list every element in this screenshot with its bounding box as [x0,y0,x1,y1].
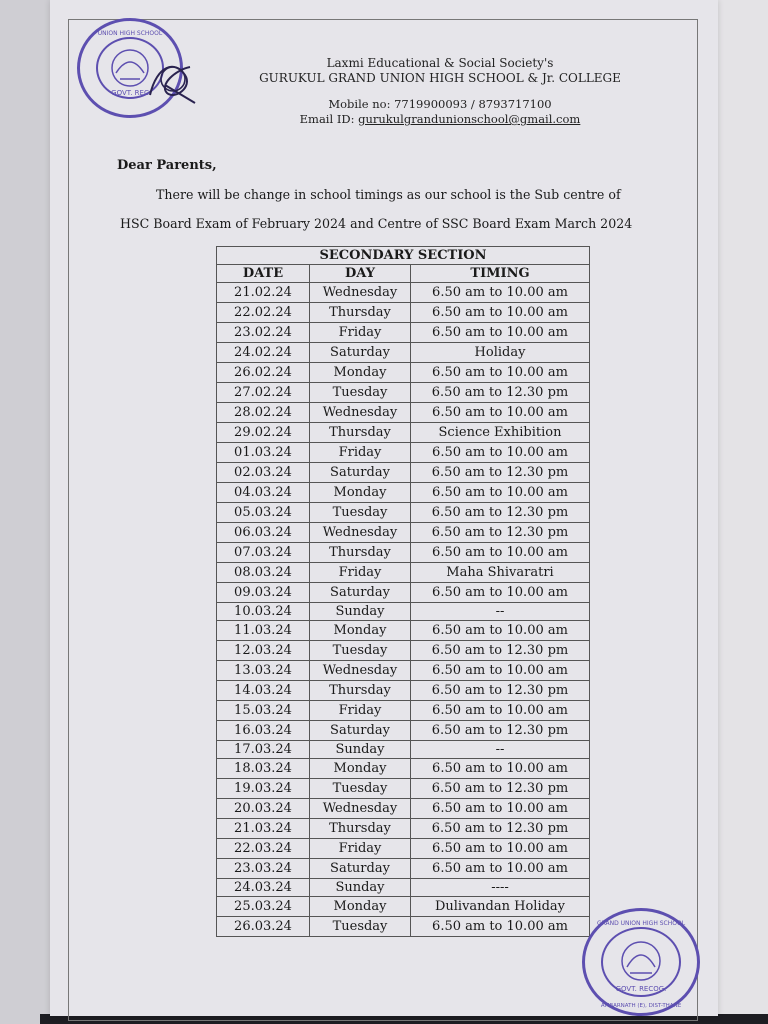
timing-cell: 6.50 am to 12.30 pm [411,503,590,523]
date-cell: 14.03.24 [217,681,310,701]
timing-cell: Maha Shivaratri [411,563,590,583]
notice-line-2: HSC Board Exam of February 2024 and Centre of SSC Board Exam March 2024 [120,216,633,231]
day-cell: Thursday [310,819,411,839]
day-cell: Friday [310,563,411,583]
table-row [217,463,590,483]
day-cell: Wednesday [310,661,411,681]
column-header-date: DATE [217,265,310,283]
timing-cell: ---- [411,879,590,897]
date-cell: 04.03.24 [217,483,310,503]
timing-cell: 6.50 am to 10.00 am [411,759,590,779]
table-row [217,323,590,343]
day-cell: Saturday [310,463,411,483]
date-cell: 10.03.24 [217,603,310,621]
day-cell: Friday [310,701,411,721]
day-cell: Saturday [310,859,411,879]
svg-text:GOVT. REC: GOVT. REC [111,89,149,97]
email-line [200,112,680,126]
timing-cell: 6.50 am to 10.00 am [411,583,590,603]
date-cell: 16.03.24 [217,721,310,741]
table-row [217,917,590,937]
table-row [217,423,590,443]
timing-cell: 6.50 am to 12.30 pm [411,779,590,799]
timing-cell: 6.50 am to 12.30 pm [411,383,590,403]
timing-cell: 6.50 am to 10.00 am [411,443,590,463]
day-cell: Tuesday [310,641,411,661]
table-row [217,701,590,721]
timing-cell: Holiday [411,343,590,363]
day-cell: Monday [310,897,411,917]
seal-emblem-icon [585,911,697,1013]
date-cell: 21.03.24 [217,819,310,839]
timing-cell: 6.50 am to 12.30 pm [411,641,590,661]
date-cell: 20.03.24 [217,799,310,819]
day-cell: Tuesday [310,917,411,937]
table-row [217,603,590,621]
table-row [217,621,590,641]
table-row [217,839,590,859]
day-cell: Saturday [310,721,411,741]
column-header-day: DAY [310,265,411,283]
table-row [217,403,590,423]
date-cell: 24.03.24 [217,879,310,897]
table-row [217,523,590,543]
schedule-table [216,246,590,937]
letter-page [50,0,718,1016]
greeting: Dear Parents, [117,158,217,173]
day-cell: Monday [310,483,411,503]
table-row [217,759,590,779]
table-row [217,859,590,879]
timing-cell: 6.50 am to 12.30 pm [411,721,590,741]
day-cell: Tuesday [310,779,411,799]
date-cell: 22.03.24 [217,839,310,859]
timing-cell: 6.50 am to 12.30 pm [411,463,590,483]
email-label: Email ID: [299,112,355,126]
table-row [217,741,590,759]
table-row [217,779,590,799]
date-cell: 21.02.24 [217,283,310,303]
timing-cell: 6.50 am to 10.00 am [411,543,590,563]
timing-cell: 6.50 am to 10.00 am [411,661,590,681]
table-row [217,363,590,383]
background-left [0,0,50,1024]
date-cell: 01.03.24 [217,443,310,463]
timing-cell: 6.50 am to 10.00 am [411,701,590,721]
table-row [217,443,590,463]
date-cell: 23.02.24 [217,323,310,343]
timing-cell: 6.50 am to 10.00 am [411,917,590,937]
day-cell: Wednesday [310,403,411,423]
table-row [217,543,590,563]
day-cell: Sunday [310,603,411,621]
date-cell: 25.03.24 [217,897,310,917]
timing-cell: 6.50 am to 10.00 am [411,799,590,819]
table-row [217,583,590,603]
date-cell: 22.02.24 [217,303,310,323]
timing-cell: Dulivandan Holiday [411,897,590,917]
timing-cell: 6.50 am to 12.30 pm [411,523,590,543]
school-name: GURUKUL GRAND UNION HIGH SCHOOL & Jr. COLLEGE [259,71,621,85]
timing-cell: Science Exhibition [411,423,590,443]
table-row [217,721,590,741]
day-cell: Tuesday [310,383,411,403]
background-right [716,0,768,1024]
table-row [217,563,590,583]
timing-cell: -- [411,603,590,621]
date-cell: 07.03.24 [217,543,310,563]
date-cell: 24.02.24 [217,343,310,363]
email-address: gurukulgrandunionschool@gmail.com [358,112,581,126]
table-row [217,503,590,523]
table-row [217,343,590,363]
table-row [217,303,590,323]
day-cell: Tuesday [310,503,411,523]
signature-icon [145,55,200,110]
timing-cell: -- [411,741,590,759]
date-cell: 11.03.24 [217,621,310,641]
day-cell: Sunday [310,741,411,759]
svg-text:GOVT. RECOG.: GOVT. RECOG. [615,985,667,993]
table-row [217,383,590,403]
day-cell: Monday [310,363,411,383]
column-header-timing: TIMING [411,265,590,283]
date-cell: 27.02.24 [217,383,310,403]
timing-cell: 6.50 am to 10.00 am [411,303,590,323]
date-cell: 05.03.24 [217,503,310,523]
day-cell: Sunday [310,879,411,897]
mobile-number: 7719900093 / 8793717100 [394,97,552,111]
table-row [217,641,590,661]
notice-line-1: There will be change in school timings as our school is the Sub centre of [156,187,621,202]
society-name: Laxmi Educational & Social Society's [326,56,554,70]
day-cell: Monday [310,759,411,779]
date-cell: 23.03.24 [217,859,310,879]
date-cell: 17.03.24 [217,741,310,759]
date-cell: 13.03.24 [217,661,310,681]
date-cell: 19.03.24 [217,779,310,799]
mobile-label: Mobile no: [328,97,391,111]
timing-cell: 6.50 am to 10.00 am [411,283,590,303]
day-cell: Friday [310,443,411,463]
date-cell: 26.02.24 [217,363,310,383]
timing-cell: 6.50 am to 10.00 am [411,403,590,423]
table-row [217,483,590,503]
date-cell: 08.03.24 [217,563,310,583]
date-cell: 29.02.24 [217,423,310,443]
day-cell: Wednesday [310,523,411,543]
table-row [217,681,590,701]
day-cell: Thursday [310,681,411,701]
day-cell: Saturday [310,343,411,363]
date-cell: 02.03.24 [217,463,310,483]
timing-cell: 6.50 am to 10.00 am [411,839,590,859]
section-title: SECONDARY SECTION [217,247,590,265]
schedule-rows [217,283,590,937]
date-cell: 18.03.24 [217,759,310,779]
day-cell: Wednesday [310,799,411,819]
timing-cell: 6.50 am to 10.00 am [411,363,590,383]
timing-cell: 6.50 am to 12.30 pm [411,681,590,701]
mobile-line [200,97,680,111]
date-cell: 26.03.24 [217,917,310,937]
svg-text:GRAND UNION HIGH SCHOOL: GRAND UNION HIGH SCHOOL [596,920,686,927]
day-cell: Thursday [310,543,411,563]
day-cell: Monday [310,621,411,641]
table-row [217,283,590,303]
timing-cell: 6.50 am to 10.00 am [411,323,590,343]
school-seal-bottom [582,908,700,1016]
date-cell: 09.03.24 [217,583,310,603]
table-row [217,661,590,681]
date-cell: 28.02.24 [217,403,310,423]
timing-cell: 6.50 am to 10.00 am [411,859,590,879]
date-cell: 06.03.24 [217,523,310,543]
table-row [217,819,590,839]
day-cell: Friday [310,323,411,343]
day-cell: Saturday [310,583,411,603]
table-row [217,799,590,819]
date-cell: 12.03.24 [217,641,310,661]
svg-text:AMBARNATH (E), DIST-THANE: AMBARNATH (E), DIST-THANE [600,1003,682,1009]
timing-cell: 6.50 am to 12.30 pm [411,819,590,839]
day-cell: Thursday [310,303,411,323]
date-cell: 15.03.24 [217,701,310,721]
svg-text:UNION HIGH SCHOOL: UNION HIGH SCHOOL [97,30,163,37]
timing-cell: 6.50 am to 10.00 am [411,621,590,641]
day-cell: Wednesday [310,283,411,303]
timing-cell: 6.50 am to 10.00 am [411,483,590,503]
table-row [217,879,590,897]
table-row [217,897,590,917]
day-cell: Friday [310,839,411,859]
day-cell: Thursday [310,423,411,443]
